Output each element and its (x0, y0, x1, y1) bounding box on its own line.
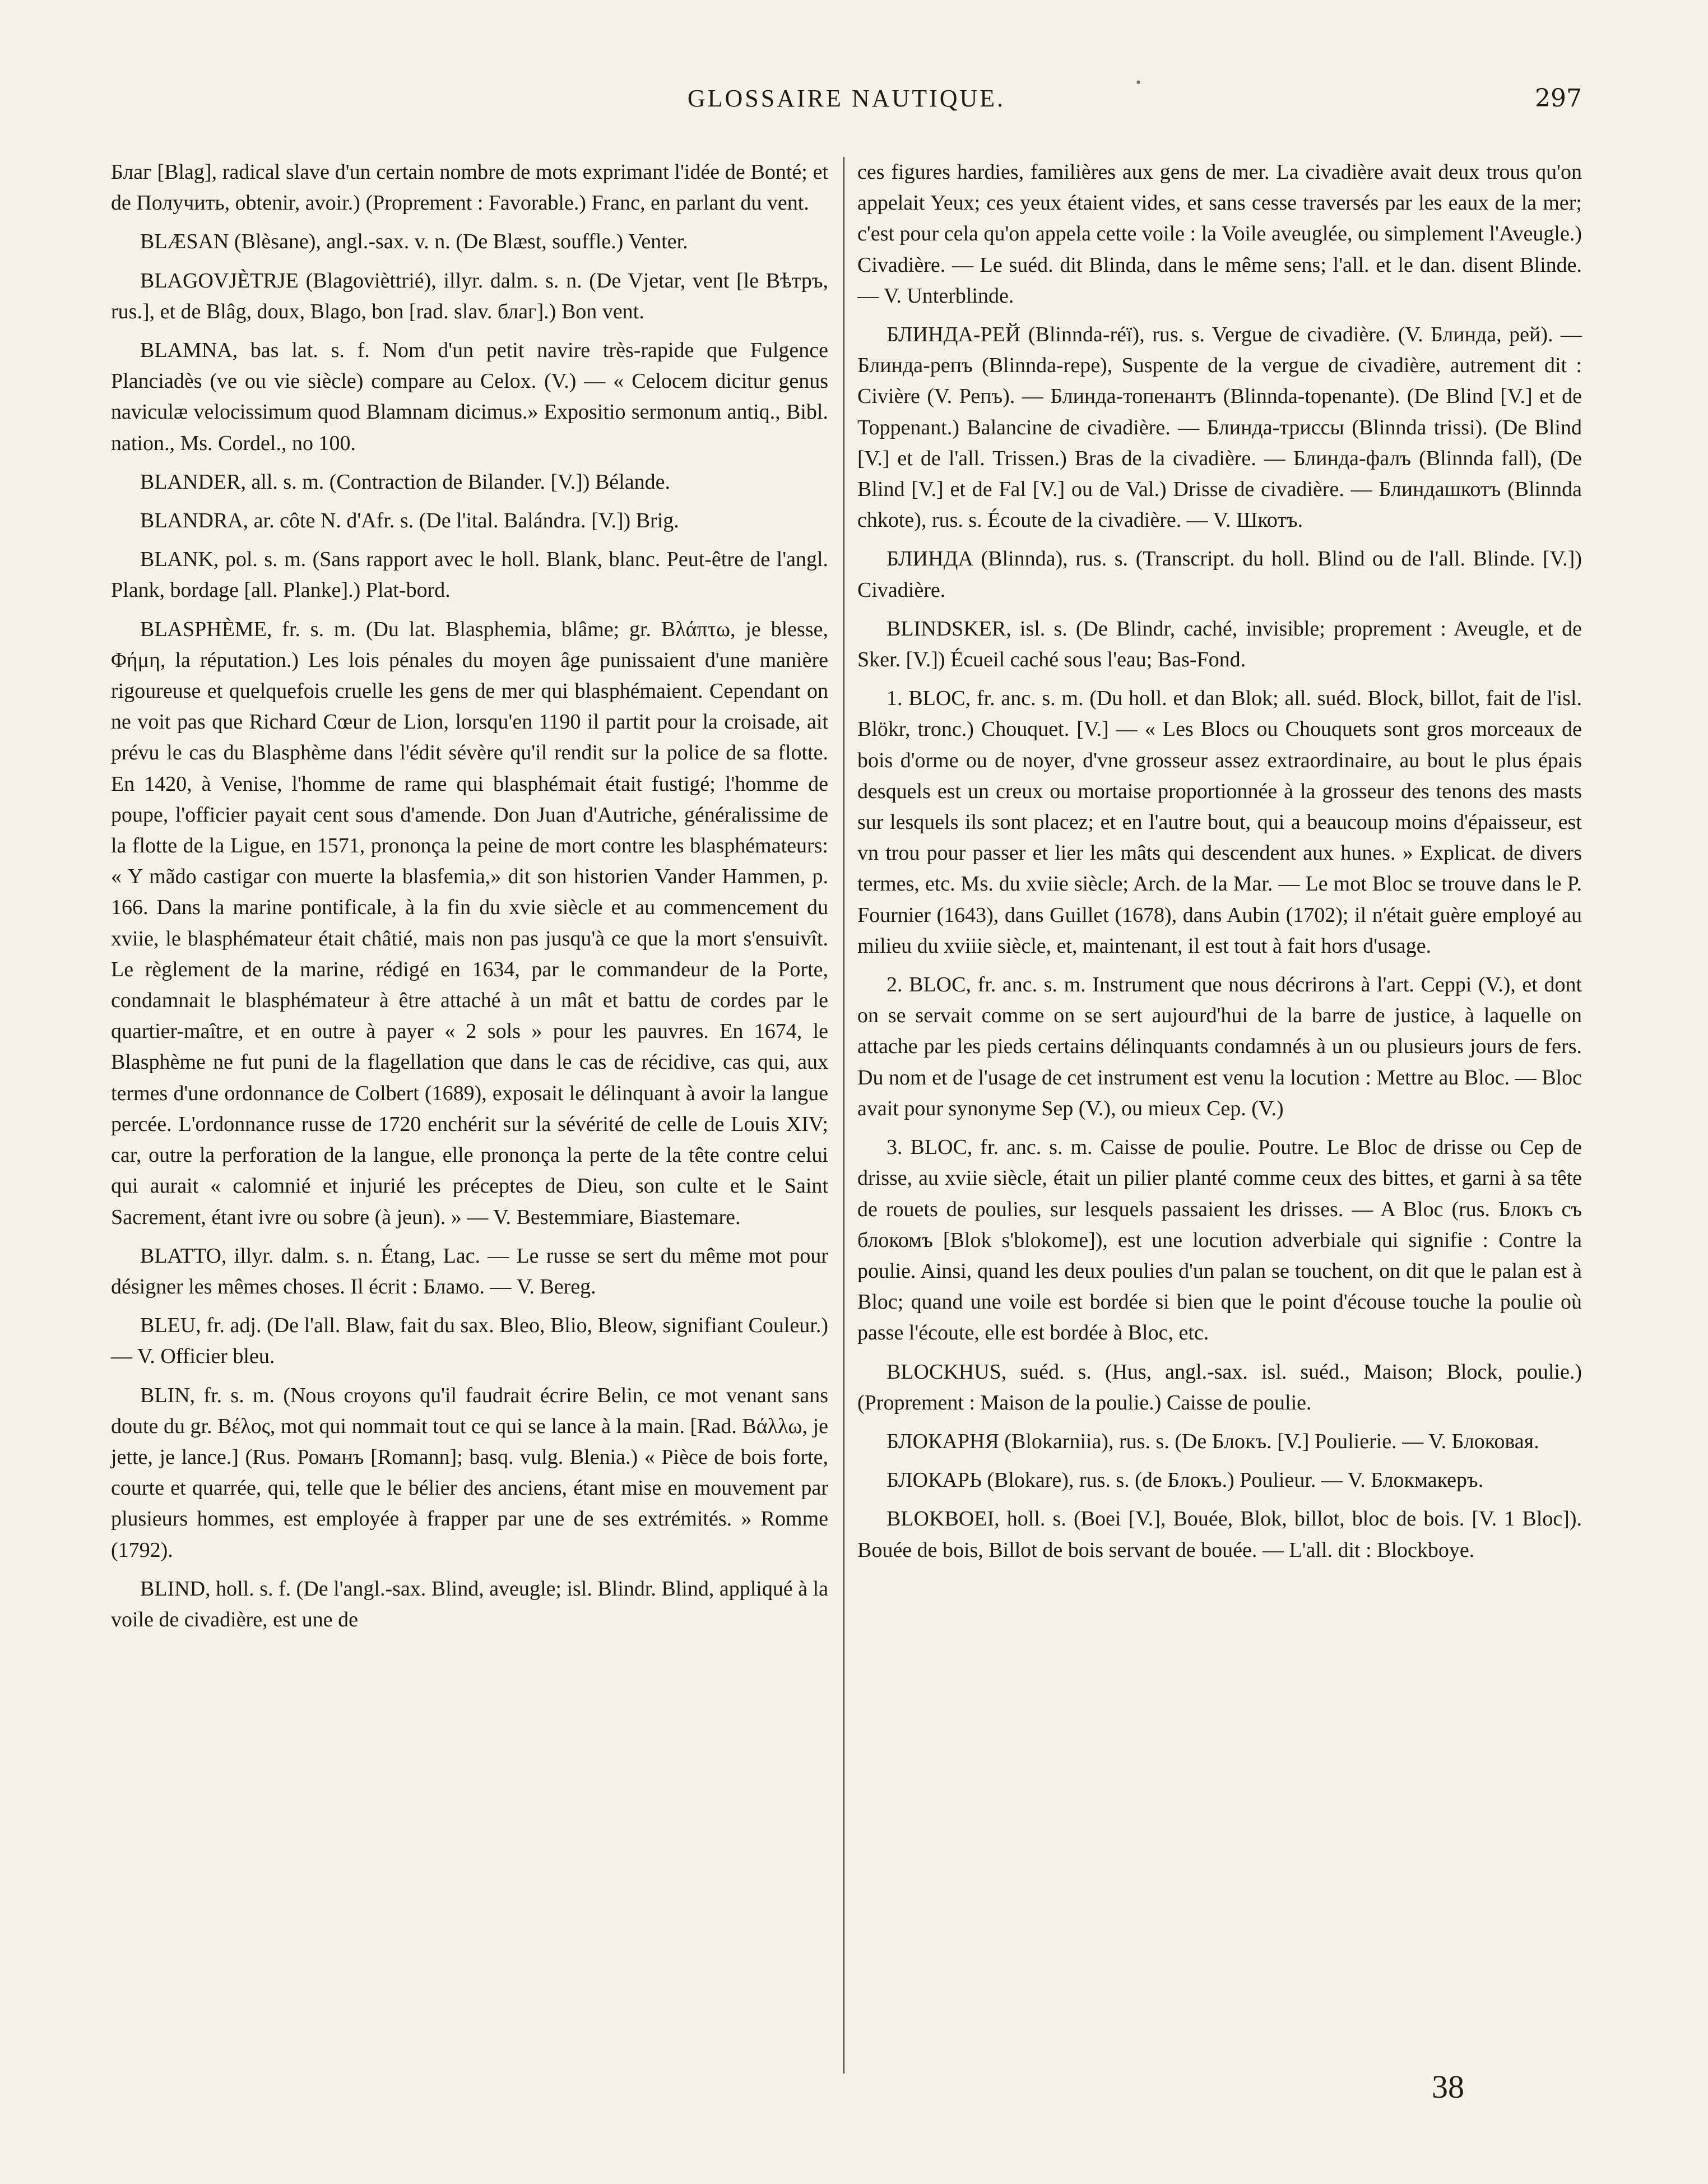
entry-blind-continued: ces figures hardies, familières aux gens de mer. La civadière avait deux trous qu'on appelait Yeux; ces yeux étaient vides, et sans cesse traversés par les eaux de la mer; c'est pour cela qu'on appela cette voile : la Voile aveuglée, ou simplement l'Aveugle.) Civadière. — Le suéd. dit Blinda, dans le même sens; l'all. et le dan. disent Blinde. — V. Unterblinde. (857, 160, 1582, 308)
entry-blag: Благ [Blag], radical slave d'un certain nombre de mots exprimant l'idée de Bonté; et de Получить, obtenir, avoir.) (Proprement : Favorable.) Franc, en parlant du vent. (111, 160, 828, 215)
page-number: 297 (1535, 84, 1582, 113)
entry-blank: BLANK, pol. s. m. (Sans rapport avec le holl. Blank, blanc. Peut-être de l'angl. Plank, bordage [all. Planke].) Plat-bord. (111, 548, 828, 602)
entry-blindsker: BLINDSKER, isl. s. (De Blindr, caché, invisible; proprement : Aveugle, et de Sker. [V.]) Écueil caché sous l'eau; Bas-Fond. (857, 616, 1582, 672)
entry-blokarniia: БЛОКАРНЯ (Blokarniia), rus. s. (De Блокъ. [V.] Poulierie. — V. Блоковая. (887, 1429, 1539, 1453)
entry-blagovjetrje: BLAGOVJÈTRJE (Blagovièttrié), illyr. dalm. s. n. (De Vjetar, vent [le Вѣтръ, rus.], et de Blâg, doux, Blago, bon [rad. slav. благ].) Bon vent. (111, 268, 828, 323)
right-column (857, 157, 1582, 1574)
entry-blaesan: BLÆSAN (Blèsane), angl.-sax. v. n. (De Blæst, souffle.) Venter. (140, 230, 688, 254)
entry-blockhus: BLOCKHUS, suéd. s. (Hus, angl.-sax. isl. suéd., Maison; Block, poulie.) (Proprement : Maison de la poulie.) Caisse de poulie. (857, 1360, 1582, 1415)
column-divider (843, 157, 844, 2074)
left-column (111, 157, 828, 1643)
entry-blander: BLANDER, all. s. m. (Contraction de Bilander. [V.]) Bélande. (140, 470, 670, 494)
entry-blamna: BLAMNA, bas lat. s. f. Nom d'un petit navire très-rapide que Fulgence Planciadès (ve ou vie siècle) compare au Celox. (V.) — « Celocem dicitur genus naviculæ velocissimum quod Blamnam dicimus.» Expositio sermonum antiq., Bibl. nation., Ms. Cordel., no 100. (111, 339, 828, 455)
entry-blokboei: BLOKBOEI, holl. s. (Boei [V.], Bouée, Blok, billot, bloc de bois. [V. 1 Bloc]). Bouée de bois, Billot de bois servant de bouée. — L'all. dit : Blockboye. (857, 1507, 1582, 1562)
entry-blandra: BLANDRA, ar. côte N. d'Afr. s. (De l'ital. Balándra. [V.]) Brig. (140, 509, 679, 533)
entry-bloc-3: 3. BLOC, fr. anc. s. m. Caisse de poulie. Poutre. Le Bloc de drisse ou Cep de drisse, au xviie siècle, était un pilier planté comme ceux des bittes, et garni à sa tête de rouets de poulies, sur lesquels passaient les drisses. — A Bloc (rus. Блокъ съ блокомъ [Blok s'blokome]), est une locution adverbiale qui signifie : Contre la poulie. Ainsi, quand les deux poulies d'un palan se touchent, on dit que le palan est à Bloc; quand une voile est bordée si bien que le point d'écouse touche la poulie où passe l'écoute, elle est bordée à Bloc, etc. (857, 1135, 1582, 1345)
entry-bleu: BLEU, fr. adj. (De l'all. Blaw, fait du sax. Bleo, Blio, Bleow, signifiant Couleur.) — V. Officier bleu. (111, 1314, 828, 1369)
running-title: GLOSSAIRE NAUTIQUE. (687, 85, 1006, 112)
entry-blaspheme: BLASPHÈME, fr. s. m. (Du lat. Blasphemia, blâme; gr. Βλάπτω, je blesse, Φήμη, la réputation.) Les lois pénales du moyen âge punissaient d'une manière rigoureuse et quelquefois cruelle les gens de mer qui blasphémaient. Cependant on ne voit pas que Richard Cœur de Lion, lorsqu'en 1190 il partit pour la croisade, ait prévu le cas du Blasphème dans l'édit sévère qu'il rendit sur la police de sa flotte. En 1420, à Venise, l'homme de rame qui blasphémait était fustigé; l'homme de poupe, l'officier payait cent sous d'amende. Don Juan d'Autriche, généralissime de la flotte de la Ligue, en 1571, prononça la peine de mort contre les blasphémateurs: « Y mãdo castigar con muerte la blasfemia,» dit son historien Vander Hammen, p. 166. Dans la marine pontificale, à la fin du xvie siècle et au commencement du xviie, le blasphémateur était châtié, mais non pas jusqu'à ce que la mort s'ensuivît. Le règlement de la marine, rédigé en 1634, par le commandeur de la Porte, condamnait le blasphémateur à être attaché à un mât et battu de cordes par le quartier-maître, et en outre à payer « 2 sols » pour les pauvres. En 1674, le Blasphème ne fut puni de la flagellation que dans le cas de récidive, cas qui, aux termes d'une ordonnance de Colbert (1689), exposait le délinquant à avoir la langue percée. L'ordonnance russe de 1720 enchérit sur la sévérité de celle de Louis XIV; car, outre la perforation de la langue, elle prononça la perte de la tête contre celui qui aurait « calomnié et injurié les préceptes de Dieu, son culte et le Saint Sacrement, étant ivre ou sobre (à jeun). » — V. Bestemmiare, Biastemare. (111, 617, 828, 1229)
page-header (111, 84, 1582, 129)
entry-bloc-1: 1. BLOC, fr. anc. s. m. (Du holl. et dan Blok; all. suéd. Block, billot, fait de l'isl. Blökr, tronc.) Chouquet. [V.] — « Les Blocs ou Chouquets sont gros morceaux de bois d'orme ou de noyer, d'vne grosseur assez extraordinaire, au bout le plus épais desquels est un creux ou mortaise proportionnée à la grosseur des tenons des masts sur lesquels ils sont placez; et en l'autre bout, qui a beaucoup moins d'épaisseur, est vn trou pour passer et lier les mâts qui descendent aux hunes. » Explicat. de divers termes, etc. Ms. du xviie siècle; Arch. de la Mar. — Le mot Bloc se trouve dans le P. Fournier (1643), dans Guillet (1678), dans Aubin (1702); il n'était guère employé au milieu du xviiie siècle, et, maintenant, il est tout à fait hors d'usage. (857, 687, 1582, 958)
entry-blind: BLIND, holl. s. f. (De l'angl.-sax. Blind, aveugle; isl. Blindr. Blind, appliqué à la voile de civadière, est une de (111, 1576, 828, 1631)
entry-blin: BLIN, fr. s. m. (Nous croyons qu'il faudrait écrire Belin, ce mot venant sans doute du gr. Βέλος, mot qui nommait tout ce qui se lance à la main. [Rad. Βάλλω, je jette, je lance.] (Rus. Романъ [Romann]; basq. vulg. Blenia.) « Pièce de bois forte, courte et quarrée, qui, telle que le bélier des anciens, étant mise en mouvement par plusieurs hommes, est employée à frapper par une de ses extrémités. » Romme (1792). (111, 1383, 828, 1562)
entry-blatto: BLATTO, illyr. dalm. s. n. Étang, Lac. — Le russe se sert du même mot pour désigner les mêmes choses. Il écrit : Бламо. — V. Bereg. (111, 1244, 828, 1299)
entry-blinnda-rei: БЛИНДА-РЕЙ (Blinnda-réï), rus. s. Vergue de civadière. (V. Блинда, рей). — Блинда-репъ (Blinnda-repe), Suspente de la vergue de civadière, autrement dit : Civière (V. Репъ). — Блинда-топенантъ (Blinnda-topenante). (De Blind [V.] et de Toppenant.) Balancine de civadière. — Блинда-триссы (Blinnda trissi). (De Blind [V.] et de l'all. Trissen.) Bras de la civadière. — Блинда-фалъ (Blinnda fall), (De Blind [V.] et de Fal [V.] ou de Val.) Drisse de civadière. — Блиндашкотъ (Blinnda chkote), rus. s. Écoute de la civadière. — V. Шкотъ. (857, 323, 1582, 532)
folio-number: 38 (1432, 2069, 1464, 2105)
entry-blinnda: БЛИНДА (Blinnda), rus. s. (Transcript. du holl. Blind ou de l'all. Blinde. [V.]) Civadière. (857, 547, 1582, 602)
entry-bloc-2: 2. BLOC, fr. anc. s. m. Instrument que nous décrirons à l'art. Ceppi (V.), et dont on se servait comme on se sert aujourd'hui de la barre de justice, à laquelle on attache par les pieds certains délinquants condamnés à un ou plusieurs jours de fers. Du nom et de l'usage de cet instrument est venu la locution : Mettre au Bloc. — Bloc avait pour synonyme Sep (V.), ou mieux Cep. (V.) (857, 973, 1582, 1120)
entry-blokare: БЛОКАРЬ (Blokare), rus. s. (de Блокъ.) Poulieur. — V. Блокмакеръ. (887, 1468, 1484, 1492)
ornament-mark: • (1135, 76, 1142, 90)
